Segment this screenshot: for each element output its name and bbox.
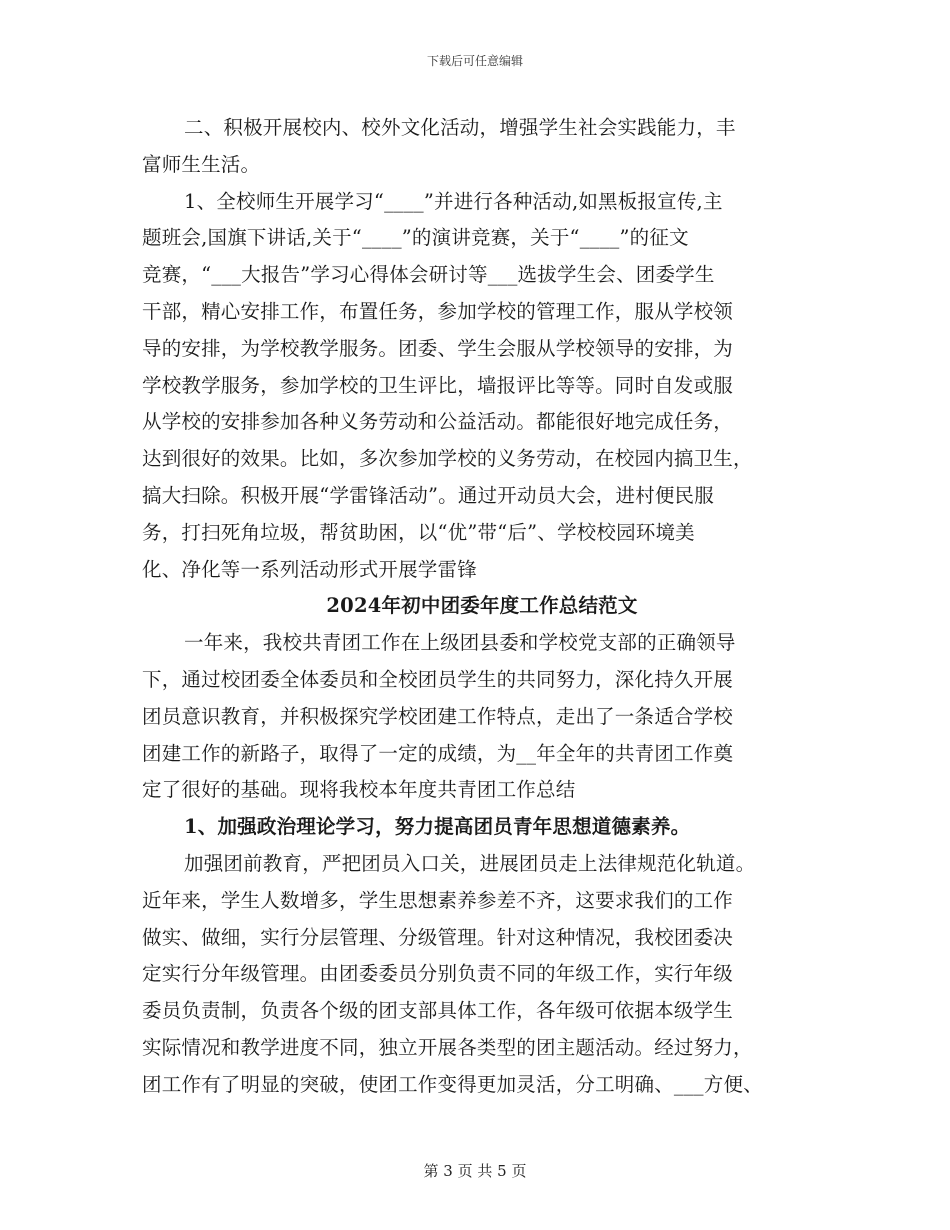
paragraph-line: 团工作有了明显的突破，使团工作变得更加灵活，分工明确、___方便、 — [142, 1072, 763, 1096]
paragraph-line: 学校教学服务，参加学校的卫生评比，墙报评比等等。同时自发或服 — [142, 373, 734, 397]
section-heading: 1、加强政治理论学习，努力提高团员青年思想道德素养。 — [184, 815, 691, 839]
paragraph-line: 定了很好的基础。现将我校本年度共青团工作总结 — [142, 778, 576, 802]
paragraph-line: 二、积极开展校内、校外文化活动，增强学生社会实践能力，丰 — [184, 116, 736, 139]
paragraph-line: 富师生生活。 — [142, 152, 261, 176]
paragraph-line: 定实行分年级管理。由团委委员分别负责不同的年级工作，实行年级 — [142, 962, 734, 986]
paragraph-line: 委员负责制，负责各个级的团支部具体工作，各年级可依据本级学生 — [142, 999, 734, 1023]
paragraph-line: 做实、做细，实行分层管理、分级管理。针对这种情况，我校团委决 — [142, 925, 734, 949]
paragraph-line: 竞赛，“___大报告”学习心得体会研讨等___选拔学生会、团委学生 — [142, 263, 715, 287]
paragraph-line: 搞大扫除。积极开展“学雷锋活动”。通过开动员大会，进村便民服 — [142, 483, 714, 507]
paragraph-line: 加强团前教育，严把团员入口关，进展团员走上法律规范化轨道。 — [184, 851, 756, 875]
paragraph-line: 实际情况和教学进度不同，独立开展各类型的团主题活动。经过努力， — [142, 1035, 753, 1059]
paragraph-line: 1、全校师生开展学习“____”并进行各种活动,如黑板报宣传,主 — [184, 189, 723, 213]
page-number: 第 3 页 共 5 页 — [423, 1162, 527, 1180]
paragraph-line: 达到很好的效果。比如，多次参加学校的义务劳动，在校园内搞卫生， — [142, 447, 753, 471]
paragraph-line: 一年来，我校共青团工作在上级团县委和学校党支部的正确领导 — [184, 631, 736, 655]
paragraph-line: 题班会,国旗下讲话,关于“____”的演讲竞赛，关于“____”的征文 — [142, 226, 689, 250]
paragraph-line: 下，通过校团委全体委员和全校团员学生的共同努力，深化持久开展 — [142, 667, 734, 691]
paragraph-line: 从学校的安排参加各种义务劳动和公益活动。都能很好地完成任务， — [142, 410, 734, 434]
paragraph-line: 团员意识教育，并积极探究学校团建工作特点，走出了一条适合学校 — [142, 704, 734, 728]
header-note: 下载后可任意编辑 — [426, 54, 523, 68]
paragraph-line: 团建工作的新路子，取得了一定的成绩，为__年全年的共青团工作奠 — [142, 741, 734, 765]
paragraph-line: 近年来，学生人数增多，学生思想素养参差不齐，这要求我们的工作 — [142, 888, 734, 912]
paragraph-line: 干部，精心安排工作，布置任务，参加学校的管理工作，服从学校领 — [142, 299, 734, 323]
paragraph-line: 化、净化等一系列活动形式开展学雷锋 — [142, 557, 477, 581]
paragraph-line: 务，打扫死角垃圾，帮贫助困，以“优”带“后”、学校校园环境美 — [142, 520, 695, 544]
document-body — [142, 110, 822, 1104]
section-title: 2024年初中团委年度工作总结范文 — [326, 594, 638, 618]
paragraph-line: 导的安排，为学校教学服务。团委、学生会服从学校领导的安排，为 — [142, 336, 734, 360]
